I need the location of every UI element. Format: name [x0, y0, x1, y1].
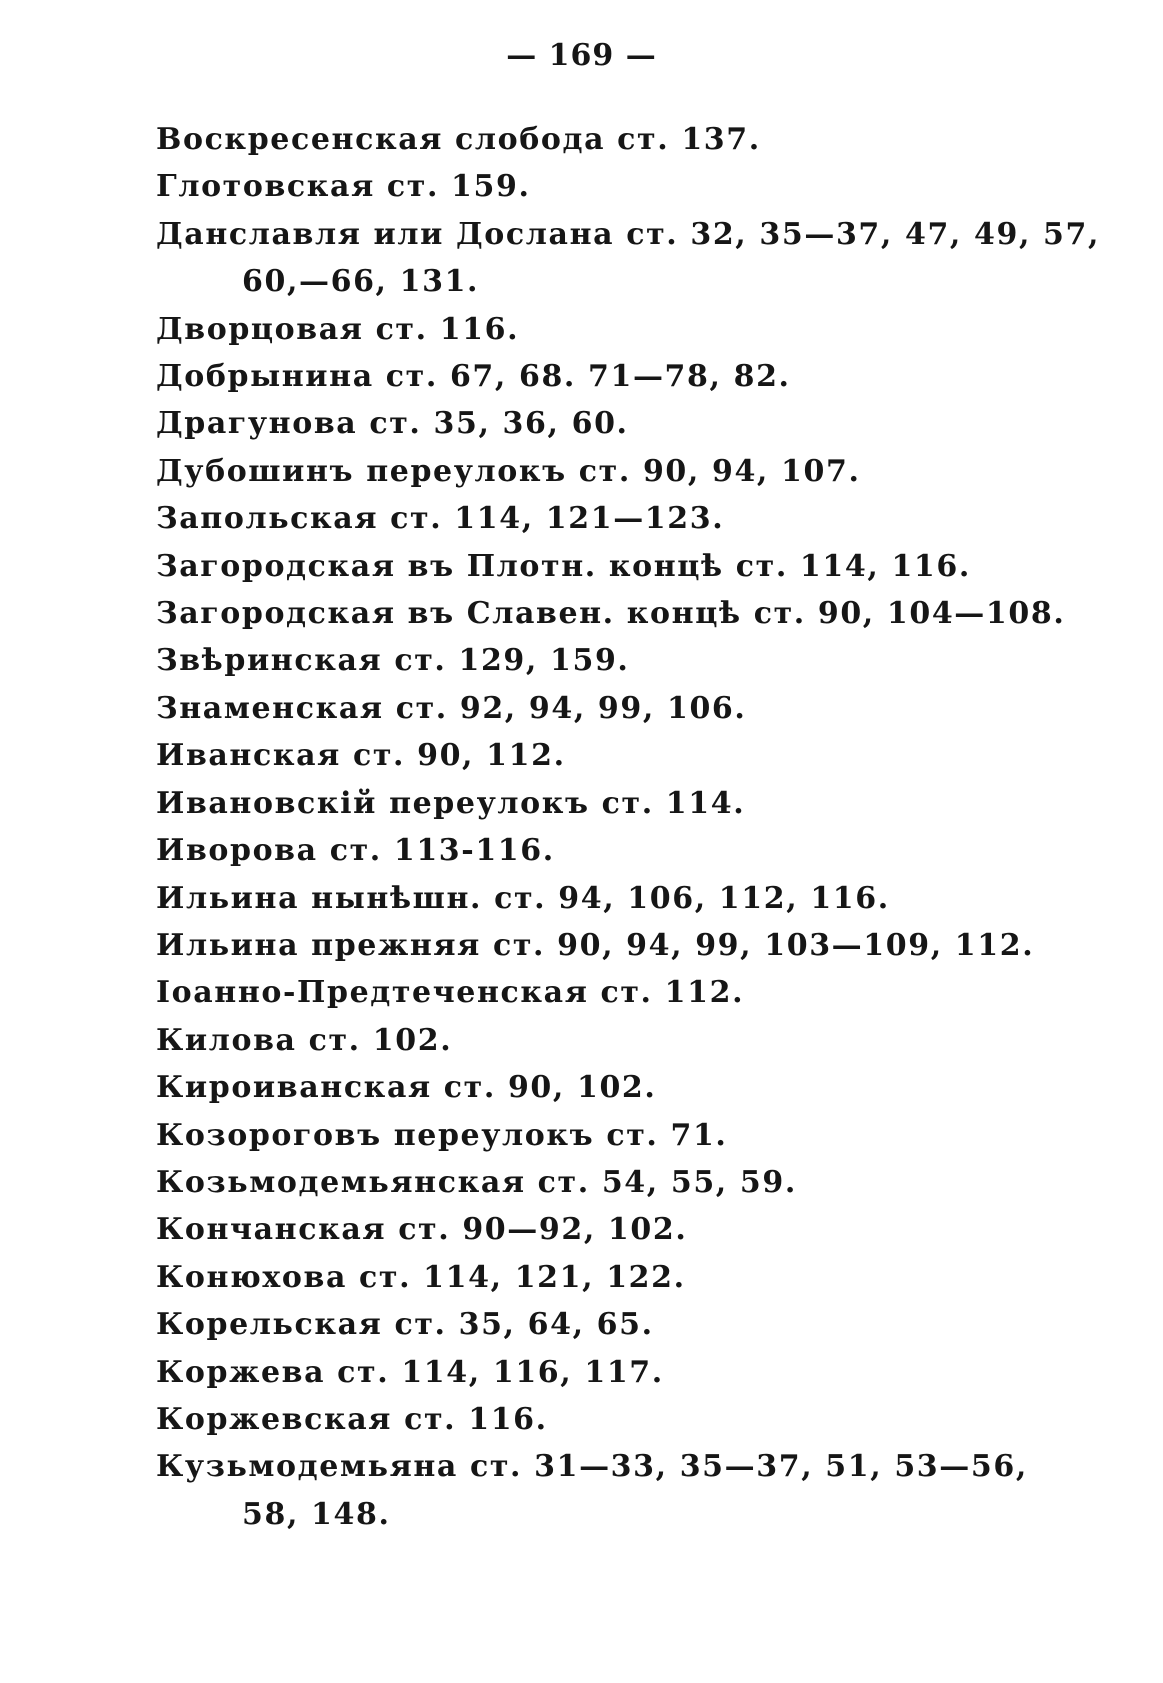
- index-entry: [156, 163, 1036, 210]
- entry-text: Загородская въ Плотн. концѣ ст. 114, 116.: [156, 548, 971, 584]
- entry-text: Коржева ст. 114, 116, 117.: [156, 1354, 664, 1390]
- index-entry: [156, 922, 1036, 969]
- entry-text: Кироиванская ст. 90, 102.: [156, 1070, 657, 1106]
- entry-text: Ильина нынѣшн. ст. 94, 106, 112, 116.: [156, 880, 890, 916]
- index-entry: [156, 1254, 1036, 1301]
- index-entry: [156, 590, 1066, 637]
- entry-text: Козороговъ переулокъ ст. 71.: [156, 1117, 728, 1153]
- entry-text: Знаменская ст. 92, 94, 99, 106.: [156, 690, 747, 726]
- entry-text: Иворова ст. 113-116.: [156, 833, 555, 869]
- index-entry: [156, 306, 1036, 353]
- entry-text: Данславля или Дослана ст. 32, 35—37, 47, 49, 57,: [156, 216, 1101, 252]
- entry-text: Корельская ст. 35, 64, 65.: [156, 1307, 654, 1343]
- index-entry: [156, 1017, 1036, 1064]
- street-index: [156, 116, 1101, 1538]
- entry-text: Кончанская ст. 90—92, 102.: [156, 1212, 688, 1248]
- entry-continuation: 60,—66, 131.: [242, 264, 480, 300]
- index-entry: [156, 827, 1036, 874]
- entry-text: Іоанно-Предтеченская ст. 112.: [156, 975, 745, 1011]
- index-entry: [156, 1301, 1036, 1348]
- entry-text: Ильина прежняя ст. 90, 94, 99, 103—109, 112.: [156, 927, 1035, 963]
- index-entry: [156, 1112, 1036, 1159]
- entry-text: Загородская въ Славен. концѣ ст. 90, 104—108.: [156, 596, 1066, 632]
- index-entry: [156, 1064, 1036, 1111]
- entry-text: Иванская ст. 90, 112.: [156, 738, 566, 774]
- index-entry: [156, 685, 1036, 732]
- index-entry: [156, 969, 1036, 1016]
- entry-text: Добрынина ст. 67, 68. 71—78, 82.: [156, 359, 791, 395]
- index-entry: [156, 211, 1101, 306]
- entry-text: Звѣринская ст. 129, 159.: [156, 643, 630, 679]
- index-entry: [156, 1396, 1036, 1443]
- index-entry: [156, 1349, 1036, 1396]
- page-number: — 169 —: [506, 38, 657, 73]
- entry-text: Кузьмодемьяна ст. 31—33, 35—37, 51, 53—56,: [156, 1449, 1028, 1485]
- index-entry: [156, 1206, 1036, 1253]
- entry-text: Глотовская ст. 159.: [156, 169, 531, 205]
- index-entry: [156, 875, 1036, 922]
- index-entry: [156, 543, 1036, 590]
- index-entry: [156, 780, 1036, 827]
- index-entry: [156, 495, 1036, 542]
- index-entry: [156, 400, 1036, 447]
- index-entry: [156, 1443, 1036, 1538]
- entry-text: Драгунова ст. 35, 36, 60.: [156, 406, 629, 442]
- entry-text: Дубошинъ переулокъ ст. 90, 94, 107.: [156, 453, 861, 489]
- index-entry: [156, 1159, 1036, 1206]
- index-entry: [156, 448, 1036, 495]
- entry-text: Конюхова ст. 114, 121, 122.: [156, 1259, 686, 1295]
- entry-text: Килова ст. 102.: [156, 1022, 453, 1058]
- entry-continuation: 58, 148.: [242, 1496, 391, 1532]
- entry-text: Запольская ст. 114, 121—123.: [156, 501, 725, 537]
- index-entry: [156, 353, 1036, 400]
- entry-text: Коржевская ст. 116.: [156, 1401, 548, 1437]
- index-entry: [156, 732, 1036, 779]
- entry-text: Ивановскій переулокъ ст. 114.: [156, 785, 746, 821]
- entry-text: Козьмодемьянская ст. 54, 55, 59.: [156, 1164, 797, 1200]
- index-entry: [156, 637, 1036, 684]
- entry-text: Дворцовая ст. 116.: [156, 311, 520, 347]
- index-entry: [156, 116, 1036, 163]
- entry-text: Воскресенская слобода ст. 137.: [156, 122, 761, 157]
